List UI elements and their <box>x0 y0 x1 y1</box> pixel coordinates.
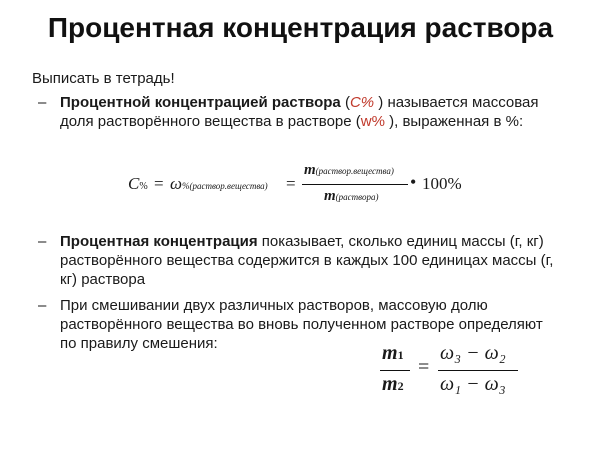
formula-denominator: ω₁ − ω₃ <box>440 373 506 395</box>
formula-denominator: m(раствора) <box>324 188 379 204</box>
bullet-dash: – <box>38 94 47 111</box>
formula-m1: m1 <box>382 342 404 364</box>
bullet-term: Процентной концентрацией раствора <box>60 94 341 111</box>
paren-close: ) <box>378 94 384 111</box>
bullet-text-part2: ), выраженная в %: <box>389 113 524 130</box>
bullet-dash: – <box>38 297 47 314</box>
percent-concentration-formula <box>128 162 462 212</box>
formula-hundred: 100% <box>422 174 462 193</box>
bullet-text: При смешивании двух различных растворов, массовую долю растворённого вещества во вновь полученном растворе определяют по правилу смешения: <box>60 297 543 352</box>
bullet-dash: – <box>38 233 47 250</box>
symbol-w-percent: w% <box>360 113 385 130</box>
bullet-text: показывает, сколько единиц массы (г, кг) растворённого вещества содержится в каждых 100 единицах массы (г, кг) раствора <box>60 233 554 288</box>
formula-dot: • <box>410 172 417 192</box>
formula-lhs: C% <box>128 174 148 193</box>
paren-open: ( <box>344 94 350 111</box>
formula-numerator: ω₃ − ω₂ <box>440 342 506 364</box>
fraction-bar <box>302 184 408 185</box>
fraction-bar-left <box>380 370 410 371</box>
bullet-explanation <box>38 232 560 289</box>
formula-eq1: = <box>154 174 164 193</box>
intro-text: Выписать в тетрадь! <box>32 70 175 87</box>
bullet-text-part1: называется массовая доля растворённого вещества в растворе ( <box>60 94 539 130</box>
formula-m2: m2 <box>382 373 404 395</box>
bullet-term: Процентная концентрация <box>60 233 258 250</box>
formula-eq2: = <box>286 174 296 193</box>
fraction-bar-right <box>438 370 518 371</box>
bullet-definition <box>38 93 560 131</box>
formula-eq: = <box>418 356 430 378</box>
formula-numerator: m(раствор.вещества) <box>304 162 394 178</box>
page-title: Процентная концентрация раствора <box>47 12 554 43</box>
symbol-c-percent: С% <box>349 94 375 111</box>
formula-omega: ω%(раствор.вещества) <box>170 174 268 193</box>
mixing-rule-formula <box>378 340 528 402</box>
